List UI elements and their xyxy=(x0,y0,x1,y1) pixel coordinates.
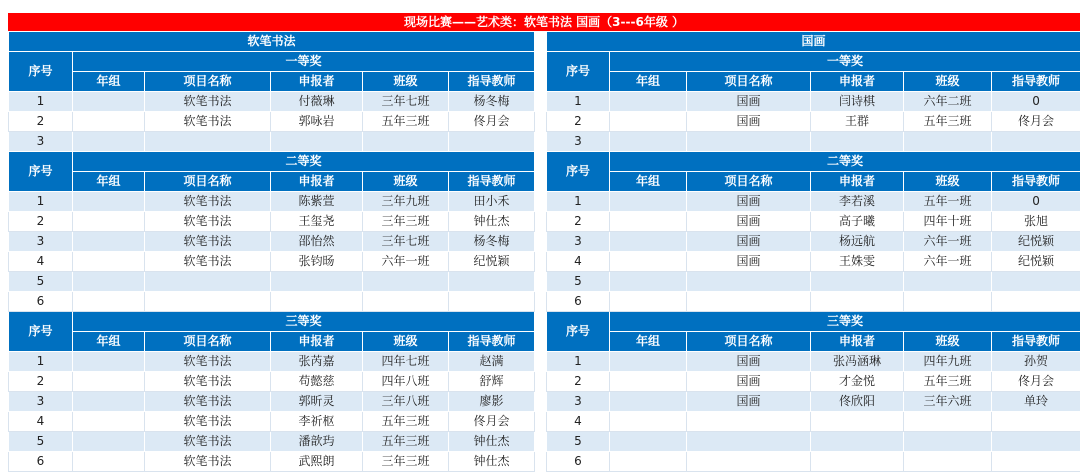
cell-teacher: 佟月会 xyxy=(449,112,535,132)
column-header-applicant: 申报者 xyxy=(811,72,904,92)
column-header-project: 项目名称 xyxy=(687,172,811,192)
cell-applicant xyxy=(811,292,904,312)
cell-teacher: 廖影 xyxy=(449,392,535,412)
cell-grade xyxy=(610,232,687,252)
cell-grade xyxy=(610,212,687,232)
prize-header: 一等奖 xyxy=(73,52,535,72)
cell-teacher: 纪悦颖 xyxy=(449,252,535,272)
seq-header: 序号 xyxy=(547,152,610,192)
cell-class xyxy=(904,452,992,472)
cell-class: 三年九班 xyxy=(363,192,449,212)
cell-seq: 1 xyxy=(9,352,73,372)
cell-class: 三年七班 xyxy=(363,232,449,252)
table-row xyxy=(547,272,1080,292)
cell-grade xyxy=(73,412,145,432)
prize-header: 一等奖 xyxy=(610,52,1080,72)
cell-grade xyxy=(610,92,687,112)
cell-class xyxy=(904,412,992,432)
cell-applicant: 苟懿慈 xyxy=(271,372,363,392)
cell-grade xyxy=(73,432,145,452)
cell-teacher: 佟月会 xyxy=(992,372,1080,392)
table-row xyxy=(547,432,1080,452)
cell-applicant xyxy=(811,432,904,452)
column-header-project: 项目名称 xyxy=(145,172,271,192)
cell-seq: 1 xyxy=(547,192,610,212)
cell-grade xyxy=(73,132,145,152)
cell-seq: 2 xyxy=(9,212,73,232)
cell-seq: 2 xyxy=(547,212,610,232)
cell-class: 三年六班 xyxy=(904,392,992,412)
column-header-grade: 年组 xyxy=(610,332,687,352)
cell-teacher xyxy=(992,452,1080,472)
prize-header: 二等奖 xyxy=(610,152,1080,172)
cell-project: 软笔书法 xyxy=(145,352,271,372)
column-header-class: 班级 xyxy=(363,72,449,92)
cell-applicant: 张冯涵琳 xyxy=(811,352,904,372)
cell-class xyxy=(904,272,992,292)
cell-class: 五年三班 xyxy=(904,112,992,132)
column-header-applicant: 申报者 xyxy=(271,332,363,352)
column-header-grade: 年组 xyxy=(73,332,145,352)
cell-applicant: 陈紫萱 xyxy=(271,192,363,212)
cell-class: 五年三班 xyxy=(904,372,992,392)
cell-seq: 4 xyxy=(547,252,610,272)
table-row xyxy=(9,392,535,412)
cell-grade xyxy=(73,292,145,312)
cell-class: 三年三班 xyxy=(363,452,449,472)
cell-teacher xyxy=(992,272,1080,292)
page-title: 现场比赛——艺术类：软笔书法 国画（3---6年级 ） xyxy=(8,13,1080,31)
cell-seq: 2 xyxy=(9,112,73,132)
table-row xyxy=(9,372,535,392)
cell-grade xyxy=(610,392,687,412)
cell-class: 六年一班 xyxy=(363,252,449,272)
table-row xyxy=(547,352,1080,372)
cell-grade xyxy=(610,132,687,152)
cell-grade xyxy=(73,212,145,232)
cell-grade xyxy=(73,372,145,392)
cell-project: 软笔书法 xyxy=(145,252,271,272)
cell-teacher xyxy=(992,292,1080,312)
column-header-applicant: 申报者 xyxy=(271,72,363,92)
seq-header: 序号 xyxy=(9,312,73,352)
cell-grade xyxy=(610,372,687,392)
cell-grade xyxy=(610,292,687,312)
column-header-project: 项目名称 xyxy=(145,72,271,92)
cell-project: 国画 xyxy=(687,352,811,372)
cell-grade xyxy=(73,452,145,472)
table-row xyxy=(9,132,535,152)
cell-seq: 1 xyxy=(9,192,73,212)
prize-header: 三等奖 xyxy=(73,312,535,332)
cell-applicant xyxy=(271,292,363,312)
table-row xyxy=(9,272,535,292)
cell-project: 软笔书法 xyxy=(145,212,271,232)
cell-project xyxy=(687,452,811,472)
cell-class: 三年八班 xyxy=(363,392,449,412)
cell-project: 软笔书法 xyxy=(145,452,271,472)
cell-applicant: 郭咏岩 xyxy=(271,112,363,132)
cell-applicant xyxy=(271,272,363,292)
column-header-class: 班级 xyxy=(363,172,449,192)
cell-class: 四年七班 xyxy=(363,352,449,372)
cell-class: 四年九班 xyxy=(904,352,992,372)
cell-teacher: 纪悦颖 xyxy=(992,232,1080,252)
cell-seq: 6 xyxy=(9,292,73,312)
cell-project: 国画 xyxy=(687,192,811,212)
cell-project: 软笔书法 xyxy=(145,192,271,212)
cell-teacher: 杨冬梅 xyxy=(449,92,535,112)
table-row xyxy=(9,432,535,452)
cell-grade xyxy=(73,232,145,252)
cell-grade xyxy=(610,432,687,452)
cell-project: 国画 xyxy=(687,232,811,252)
table-row xyxy=(547,212,1080,232)
cell-project xyxy=(145,292,271,312)
cell-grade xyxy=(610,452,687,472)
calligraphy-table xyxy=(8,31,535,472)
cell-project: 软笔书法 xyxy=(145,232,271,252)
cell-project xyxy=(687,432,811,452)
cell-applicant: 闫诗棋 xyxy=(811,92,904,112)
column-header-applicant: 申报者 xyxy=(811,332,904,352)
cell-project xyxy=(687,292,811,312)
cell-project: 软笔书法 xyxy=(145,392,271,412)
painting-table xyxy=(546,31,1080,472)
cell-seq: 1 xyxy=(9,92,73,112)
cell-seq: 4 xyxy=(547,412,610,432)
cell-project: 国画 xyxy=(687,212,811,232)
cell-project xyxy=(145,272,271,292)
table-row xyxy=(547,412,1080,432)
cell-teacher: 赵满 xyxy=(449,352,535,372)
cell-seq: 2 xyxy=(547,112,610,132)
cell-class: 五年三班 xyxy=(363,432,449,452)
table-row xyxy=(9,252,535,272)
table-row xyxy=(9,292,535,312)
cell-applicant xyxy=(811,412,904,432)
cell-seq: 5 xyxy=(9,432,73,452)
painting-panel xyxy=(546,31,1080,472)
column-header-teacher: 指导教师 xyxy=(992,72,1080,92)
cell-seq: 1 xyxy=(547,92,610,112)
prize-header: 三等奖 xyxy=(610,312,1080,332)
cell-project: 国画 xyxy=(687,392,811,412)
table-row xyxy=(9,352,535,372)
cell-teacher: 钟仕杰 xyxy=(449,432,535,452)
cell-class: 五年三班 xyxy=(363,412,449,432)
cell-class: 五年一班 xyxy=(904,192,992,212)
table-row xyxy=(9,232,535,252)
cell-class: 三年三班 xyxy=(363,212,449,232)
column-header-teacher: 指导教师 xyxy=(992,172,1080,192)
cell-teacher: 单玲 xyxy=(992,392,1080,412)
prize-header: 二等奖 xyxy=(73,152,535,172)
section-title: 国画 xyxy=(547,32,1080,52)
seq-header: 序号 xyxy=(9,52,73,92)
cell-teacher: 钟仕杰 xyxy=(449,452,535,472)
column-header-class: 班级 xyxy=(904,172,992,192)
cell-applicant: 郭昕灵 xyxy=(271,392,363,412)
cell-class: 六年二班 xyxy=(904,92,992,112)
cell-teacher xyxy=(449,292,535,312)
cell-seq: 3 xyxy=(547,232,610,252)
cell-seq: 3 xyxy=(9,232,73,252)
cell-applicant: 王群 xyxy=(811,112,904,132)
cell-grade xyxy=(73,392,145,412)
cell-teacher: 张旭 xyxy=(992,212,1080,232)
table-row xyxy=(547,292,1080,312)
table-row xyxy=(547,192,1080,212)
cell-class: 四年八班 xyxy=(363,372,449,392)
cell-teacher: 0 xyxy=(992,192,1080,212)
column-header-grade: 年组 xyxy=(73,72,145,92)
column-header-applicant: 申报者 xyxy=(811,172,904,192)
table-row xyxy=(9,412,535,432)
cell-teacher: 钟仕杰 xyxy=(449,212,535,232)
seq-header: 序号 xyxy=(9,152,73,192)
cell-applicant: 李若溪 xyxy=(811,192,904,212)
seq-header: 序号 xyxy=(547,312,610,352)
cell-grade xyxy=(73,192,145,212)
cell-seq: 4 xyxy=(9,412,73,432)
cell-teacher xyxy=(449,132,535,152)
table-row xyxy=(547,452,1080,472)
table-row xyxy=(9,92,535,112)
cell-class xyxy=(904,292,992,312)
cell-grade xyxy=(73,352,145,372)
cell-teacher: 佟月会 xyxy=(992,112,1080,132)
cell-grade xyxy=(73,272,145,292)
cell-applicant: 潘歆玙 xyxy=(271,432,363,452)
cell-project: 软笔书法 xyxy=(145,112,271,132)
column-header-teacher: 指导教师 xyxy=(449,72,535,92)
table-row xyxy=(9,212,535,232)
cell-teacher: 孙贺 xyxy=(992,352,1080,372)
cell-applicant: 王玺尧 xyxy=(271,212,363,232)
cell-applicant: 李祈枢 xyxy=(271,412,363,432)
cell-applicant: 张芮嘉 xyxy=(271,352,363,372)
cell-grade xyxy=(73,112,145,132)
seq-header: 序号 xyxy=(547,52,610,92)
cell-applicant: 高子曦 xyxy=(811,212,904,232)
cell-seq: 5 xyxy=(547,272,610,292)
cell-project xyxy=(687,412,811,432)
calligraphy-panel xyxy=(8,31,534,472)
column-header-project: 项目名称 xyxy=(687,332,811,352)
cell-project xyxy=(145,132,271,152)
table-row xyxy=(9,112,535,132)
cell-teacher: 佟月会 xyxy=(449,412,535,432)
cell-teacher xyxy=(992,432,1080,452)
cell-grade xyxy=(610,112,687,132)
cell-seq: 3 xyxy=(9,132,73,152)
cell-applicant xyxy=(811,272,904,292)
cell-project: 国画 xyxy=(687,252,811,272)
column-header-grade: 年组 xyxy=(610,72,687,92)
cell-applicant xyxy=(811,452,904,472)
cell-project xyxy=(687,272,811,292)
cell-seq: 5 xyxy=(547,432,610,452)
cell-project: 软笔书法 xyxy=(145,412,271,432)
cell-teacher: 0 xyxy=(992,92,1080,112)
cell-applicant: 杨远航 xyxy=(811,232,904,252)
cell-teacher xyxy=(992,412,1080,432)
cell-teacher xyxy=(992,132,1080,152)
cell-project: 国画 xyxy=(687,372,811,392)
cell-grade xyxy=(610,412,687,432)
cell-grade xyxy=(610,352,687,372)
cell-class: 六年一班 xyxy=(904,232,992,252)
column-header-teacher: 指导教师 xyxy=(992,332,1080,352)
cell-grade xyxy=(610,272,687,292)
cell-teacher: 田小禾 xyxy=(449,192,535,212)
table-row xyxy=(9,192,535,212)
cell-class xyxy=(363,272,449,292)
cell-teacher: 舒辉 xyxy=(449,372,535,392)
cell-class: 六年一班 xyxy=(904,252,992,272)
column-header-project: 项目名称 xyxy=(687,72,811,92)
cell-seq: 3 xyxy=(547,392,610,412)
table-row xyxy=(547,112,1080,132)
cell-seq: 3 xyxy=(9,392,73,412)
column-header-project: 项目名称 xyxy=(145,332,271,352)
cell-class xyxy=(904,132,992,152)
cell-seq: 6 xyxy=(547,292,610,312)
cell-class: 四年十班 xyxy=(904,212,992,232)
table-row xyxy=(547,132,1080,152)
cell-class xyxy=(363,292,449,312)
cell-seq: 3 xyxy=(547,132,610,152)
cell-class xyxy=(904,432,992,452)
cell-teacher xyxy=(449,272,535,292)
column-header-class: 班级 xyxy=(904,72,992,92)
cell-project: 软笔书法 xyxy=(145,92,271,112)
cell-applicant: 王姝雯 xyxy=(811,252,904,272)
cell-applicant: 武熙朗 xyxy=(271,452,363,472)
table-row xyxy=(9,452,535,472)
cell-teacher: 杨冬梅 xyxy=(449,232,535,252)
table-row xyxy=(547,252,1080,272)
column-header-applicant: 申报者 xyxy=(271,172,363,192)
cell-seq: 6 xyxy=(9,452,73,472)
column-header-teacher: 指导教师 xyxy=(449,172,535,192)
cell-applicant: 付薇琳 xyxy=(271,92,363,112)
cell-grade xyxy=(73,252,145,272)
cell-applicant: 邵怡然 xyxy=(271,232,363,252)
table-row xyxy=(547,372,1080,392)
table-row xyxy=(547,392,1080,412)
cell-project: 国画 xyxy=(687,92,811,112)
cell-class: 三年七班 xyxy=(363,92,449,112)
cell-seq: 6 xyxy=(547,452,610,472)
cell-seq: 2 xyxy=(547,372,610,392)
cell-applicant: 张钧旸 xyxy=(271,252,363,272)
cell-applicant: 才金悦 xyxy=(811,372,904,392)
cell-teacher: 纪悦颖 xyxy=(992,252,1080,272)
cell-applicant: 佟欣阳 xyxy=(811,392,904,412)
cell-seq: 4 xyxy=(9,252,73,272)
cell-grade xyxy=(610,252,687,272)
cell-seq: 5 xyxy=(9,272,73,292)
cell-project xyxy=(687,132,811,152)
cell-applicant xyxy=(271,132,363,152)
column-header-grade: 年组 xyxy=(73,172,145,192)
cell-class xyxy=(363,132,449,152)
cell-project: 软笔书法 xyxy=(145,432,271,452)
section-title: 软笔书法 xyxy=(9,32,535,52)
column-header-class: 班级 xyxy=(363,332,449,352)
column-header-grade: 年组 xyxy=(610,172,687,192)
cell-class: 五年三班 xyxy=(363,112,449,132)
cell-project: 国画 xyxy=(687,112,811,132)
table-row xyxy=(547,92,1080,112)
column-header-class: 班级 xyxy=(904,332,992,352)
cell-project: 软笔书法 xyxy=(145,372,271,392)
cell-grade xyxy=(610,192,687,212)
cell-applicant xyxy=(811,132,904,152)
cell-seq: 1 xyxy=(547,352,610,372)
table-row xyxy=(547,232,1080,252)
cell-grade xyxy=(73,92,145,112)
column-header-teacher: 指导教师 xyxy=(449,332,535,352)
cell-seq: 2 xyxy=(9,372,73,392)
